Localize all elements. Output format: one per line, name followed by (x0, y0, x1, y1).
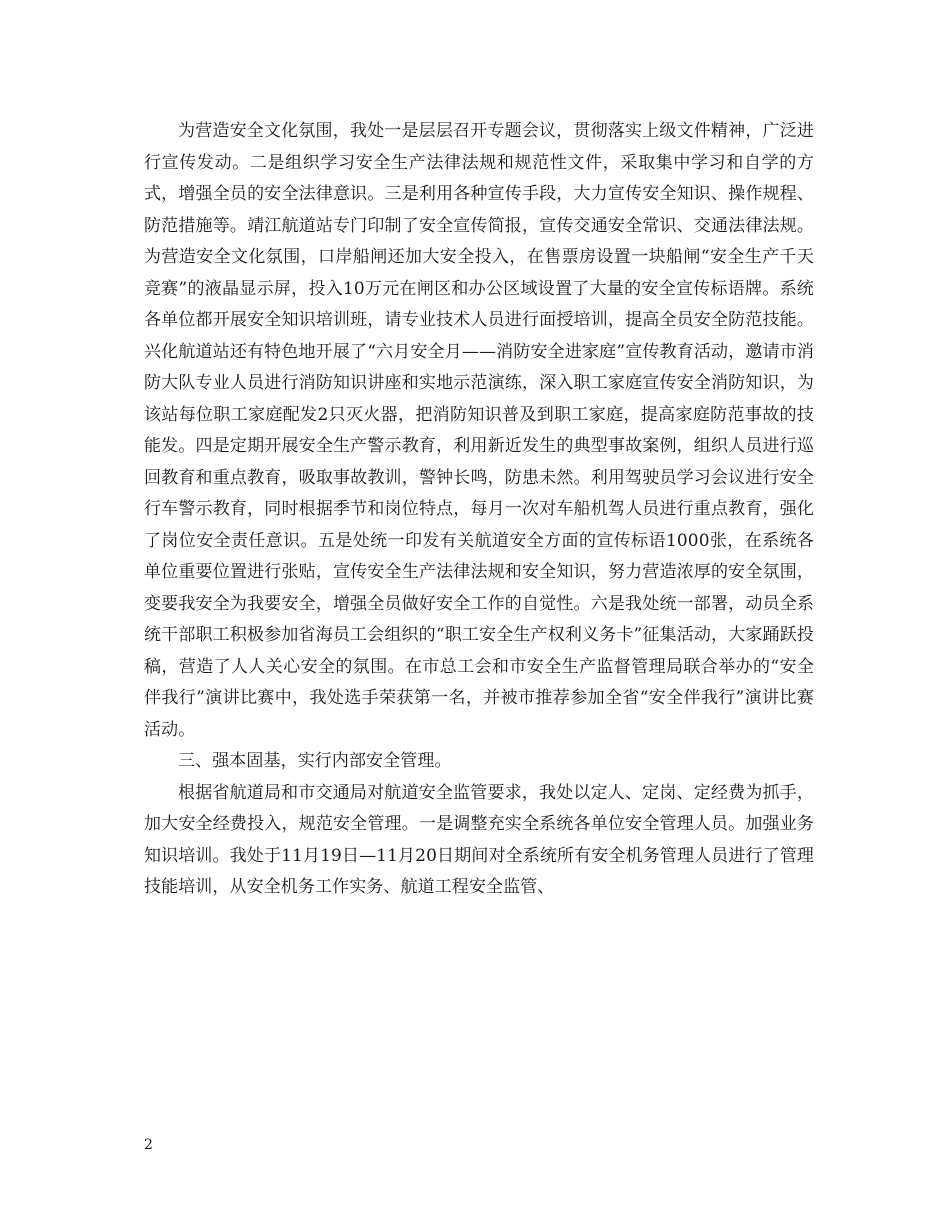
paragraph-safety-supervision: 根据省航道局和市交通局对航道安全监管要求，我处以定人、定岗、定经费为抓手，加大安全经费投入，规范安全管理。一是调整充实全系统各单位安全管理人员。加强业务知识培训。我处于11月19日—11月20日期间对全系统所有安全机务管理人员进行了管理技能培训，从安全机务工作实务、航道工程安全监管、 (144, 782, 814, 897)
document-body (144, 116, 814, 904)
section-heading-internal-safety-management: 三、强本固基，实行内部安全管理。 (178, 751, 452, 771)
page-number: 2 (144, 1137, 153, 1153)
paragraph-safety-culture: 为营造安全文化氛围，我处一是层层召开专题会议，贯彻落实上级文件精神，广泛进行宣传发动。二是组织学习安全生产法律法规和规范性文件，采取集中学习和自学的方式，增强全员的安全法律意识。三是利用各种宣传手段，大力宣传安全知识、操作规程、防范措施等。靖江航道站专门印制了安全宣传简报，宣传交通安全常识、交通法律法规。为营造安全文化氛围，口岸船闸还加大安全投入，在售票房设置一块船闸“安全生产千天竞赛”的液晶显示屏，投入10万元在闸区和办公区域设置了大量的安全宣传标语牌。系统各单位都开展安全知识培训班，请专业技术人员进行面授培训，提高全员安全防范技能。兴化航道站还有特色地开展了“六月安全月——消防安全进家庭”宣传教育活动，邀请市消防大队专业人员进行消防知识讲座和实地示范演练，深入职工家庭宣传安全消防知识，为该站每位职工家庭配发2只灭火器，把消防知识普及到职工家庭，提高家庭防范事故的技能发。四是定期开展安全生产警示教育，利用新近发生的典型事故案例，组织人员进行巡回教育和重点教育，吸取事故教训，警钟长鸣，防患未然。利用驾驶员学习会议进行安全行车警示教育，同时根据季节和岗位特点，每月一次对车船机驾人员进行重点教育，强化了岗位安全责任意识。五是处统一印发有关航道安全方面的宣传标语1000张，在系统各单位重要位置进行张贴，宣传安全生产法律法规和安全知识，努力营造浓厚的安全氛围，变要我安全为我要安全，增强全员做好安全工作的自觉性。六是我处统一部署，动员全系统干部职工积极参加省海员工会组织的“职工安全生产权利义务卡”征集活动，大家踊跃投稿，营造了人人关心安全的氛围。在市总工会和市安全生产监督管理局联合举办的“安全伴我行”演讲比赛中，我处选手荣获第一名，并被市推荐参加全省“安全伴我行”演讲比赛活动。 (144, 121, 814, 740)
